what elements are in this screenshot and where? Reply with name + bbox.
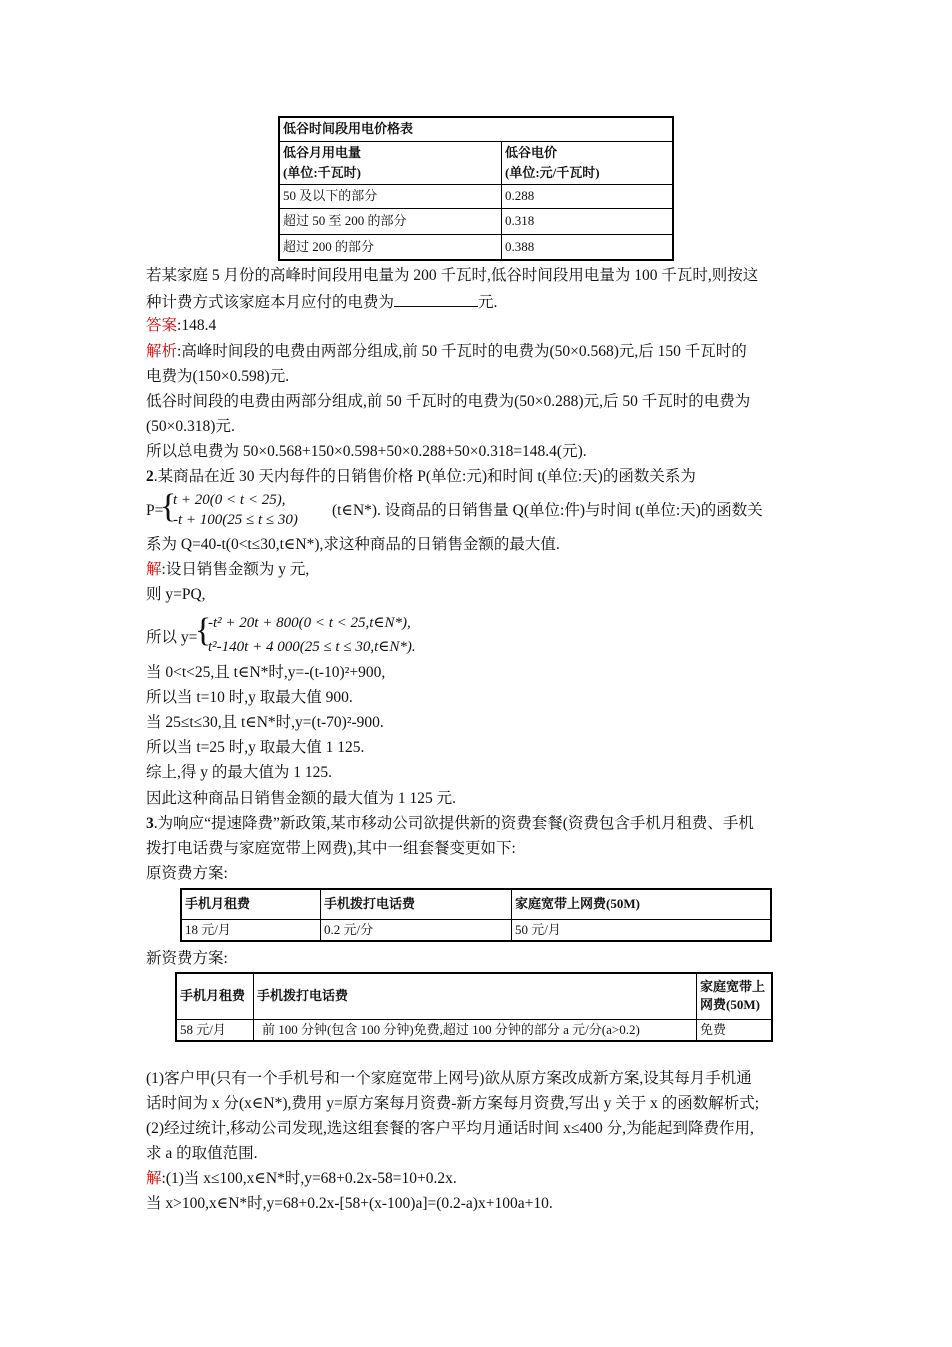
header-monthly-rent: 手机月租费 [181, 889, 321, 919]
q1-answer [146, 315, 826, 337]
row-range: 超过 200 的部分 [279, 234, 502, 260]
row-price: 0.388 [502, 234, 674, 260]
cell-broadband-fee: 免费 [697, 1019, 773, 1041]
table-header-price [502, 141, 674, 184]
header-usage-line1: 低谷月用电量 [283, 144, 362, 160]
header-call-fee: 手机拨打电话费 [254, 973, 697, 1019]
original-plan-table [180, 888, 772, 942]
p-case-2: -t + 100(25 ≤ t ≤ 30) [173, 512, 298, 528]
q2-solution-line3: 当 0<t<25,且 t∈N*时,y=-(t-10)²+900, [146, 664, 386, 681]
table-header-usage [279, 141, 502, 184]
solution-label: 解 [146, 1170, 162, 1187]
q2-stem-line3: 系为 Q=40-t(0<t≤30,t∈N*),求这种商品的日销售金额的最大值. [146, 536, 560, 553]
row-price: 0.288 [502, 184, 674, 208]
q3-stem-line1 [146, 813, 826, 835]
low-valley-price-table [278, 116, 674, 261]
solution-label: 解 [146, 561, 162, 578]
q2-solution-line4: 所以当 t=10 时,y 取最大值 900. [146, 689, 353, 706]
q2-stem-line1 [146, 466, 826, 488]
q3-part2-line2: 求 a 的取值范围. [146, 1145, 258, 1162]
header-broadband-fee: 家庭宽带上网费(50M) [512, 889, 772, 919]
q1-analysis-line4: (50×0.318)元. [146, 418, 235, 435]
header-price-line2: (单位:元/千瓦时) [505, 164, 600, 180]
q2-solution-line7: 综上,得 y 的最大值为 1 125. [146, 764, 333, 781]
analysis-label: 解析 [146, 343, 178, 360]
header-usage-line2: (单位:千瓦时) [283, 164, 361, 180]
header-monthly-rent: 手机月租费 [176, 973, 254, 1019]
p-lhs: P= [146, 502, 164, 519]
new-plan-label: 新资费方案: [146, 950, 228, 967]
q1-analysis-line1 [146, 341, 826, 363]
cell-monthly-rent: 58 元/月 [176, 1019, 254, 1041]
q2-solution-line2: 则 y=PQ, [146, 586, 206, 603]
left-brace: { [160, 488, 177, 525]
row-range: 超过 50 至 200 的部分 [279, 208, 502, 234]
analysis-text: :高峰时间段的电费由两部分组成,前 50 千瓦时的电费为(50×0.568)元,后 150 千瓦时的 [177, 343, 747, 360]
solution-text: :(1)当 x≤100,x∈N*时,y=68+0.2x-58=10+0.2x. [161, 1170, 457, 1187]
q2-solution-line5: 当 25≤t≤30,且 t∈N*时,y=(t-70)²-900. [146, 714, 384, 731]
y-case-1: -t² + 20t + 800(0 < t < 25,t∈N*), [208, 615, 411, 631]
cell-broadband-fee: 50 元/月 [512, 919, 772, 941]
y-case-2: t²-140t + 4 000(25 ≤ t ≤ 30,t∈N*). [208, 639, 416, 655]
q3-part1-line2: 话时间为 x 分(x∈N*),费用 y=原方案每月资费-新方案每月资费,写出 y 关于 x 的函数解析式; [146, 1095, 760, 1112]
q3-part1-line1: (1)客户甲(只有一个手机号和一个家庭宽带上网号)欲从原方案改成新方案,设其每月手机通 [146, 1070, 752, 1087]
q3-text: .为响应“提速降费”新政策,某市移动公司欲提供新的资费套餐(资费包含手机月租费、手机 [153, 815, 754, 832]
cell-call-fee: 0.2 元/分 [321, 919, 512, 941]
q2-solution-line1 [146, 559, 826, 581]
q1-unit: 元. [478, 294, 498, 311]
q3-part2-line1: (2)经过统计,移动公司发现,选这组套餐的客户平均月通话时间 x≤400 分,为能起到降费作用, [146, 1120, 754, 1137]
cell-monthly-rent: 18 元/月 [181, 919, 321, 941]
table-row [176, 1019, 772, 1041]
q2-text: .某商品在近 30 天内每件的日销售价格 P(单位:元)和时间 t(单位:天)的函数关系为 [153, 468, 696, 485]
left-brace: { [195, 612, 212, 649]
q3-solution-line1 [146, 1168, 826, 1190]
q1-text-line1: 若某家庭 5 月份的高峰时间段用电量为 200 千瓦时,低谷时间段用电量为 100 千瓦时,则按这 [146, 267, 759, 284]
header-broadband-line1: 家庭宽带上 [700, 979, 766, 995]
table-row [279, 208, 673, 234]
header-call-fee: 手机拨打电话费 [321, 889, 512, 919]
header-broadband-fee [697, 973, 773, 1019]
row-price: 0.318 [502, 208, 674, 234]
header-broadband-line2: 网费(50M) [700, 997, 760, 1013]
q1-analysis-line5: 所以总电费为 50×0.568+150×0.598+50×0.288+50×0.318=148.4(元). [146, 443, 587, 460]
q2-stem-line2: (t∈N*). 设商品的日销售量 Q(单位:件)与时间 t(单位:天)的函数关 [332, 502, 763, 519]
q1-analysis-line2: 电费为(150×0.598)元. [146, 368, 290, 385]
cell-call-fee: 前 100 分钟(包含 100 分钟)免费,超过 100 分钟的部分 a 元/分(a>0.2) [254, 1019, 697, 1041]
q3-stem-line2: 拨打电话费与家庭宽带上网费),其中一组套餐变更如下: [146, 840, 516, 857]
q1-analysis-line3: 低谷时间段的电费由两部分组成,前 50 千瓦时的电费为(50×0.288)元,后 50 千瓦时的电费为 [146, 393, 751, 410]
question-number: 3 [146, 815, 154, 832]
table-row [181, 919, 771, 941]
y-lhs: 所以 y= [146, 629, 198, 646]
new-plan-table [175, 972, 773, 1042]
q1-text: 种计费方式该家庭本月应付的电费为 [146, 294, 395, 311]
table-row [279, 234, 673, 260]
header-price-line1: 低谷电价 [505, 144, 558, 160]
orig-plan-label: 原资费方案: [146, 865, 228, 882]
row-range: 50 及以下的部分 [279, 184, 502, 208]
q2-solution-line8: 因此这种商品日销售金额的最大值为 1 125 元. [146, 790, 457, 807]
q1-text-line2 [146, 290, 826, 314]
solution-text: :设日销售金额为 y 元, [161, 561, 310, 578]
q2-solution-line6: 所以当 t=25 时,y 取最大值 1 125. [146, 739, 365, 756]
question-number: 2 [146, 468, 154, 485]
p-case-1: t + 20(0 < t < 25), [173, 492, 286, 508]
answer-blank [394, 290, 478, 307]
table-title: 低谷时间段用电价格表 [279, 117, 673, 141]
table-row [279, 184, 673, 208]
answer-label: 答案 [146, 317, 178, 334]
answer-value: :148.4 [177, 317, 217, 334]
q3-solution-line2: 当 x>100,x∈N*时,y=68+0.2x-[58+(x-100)a]=(0.2-a)x+100a+10. [146, 1195, 553, 1212]
